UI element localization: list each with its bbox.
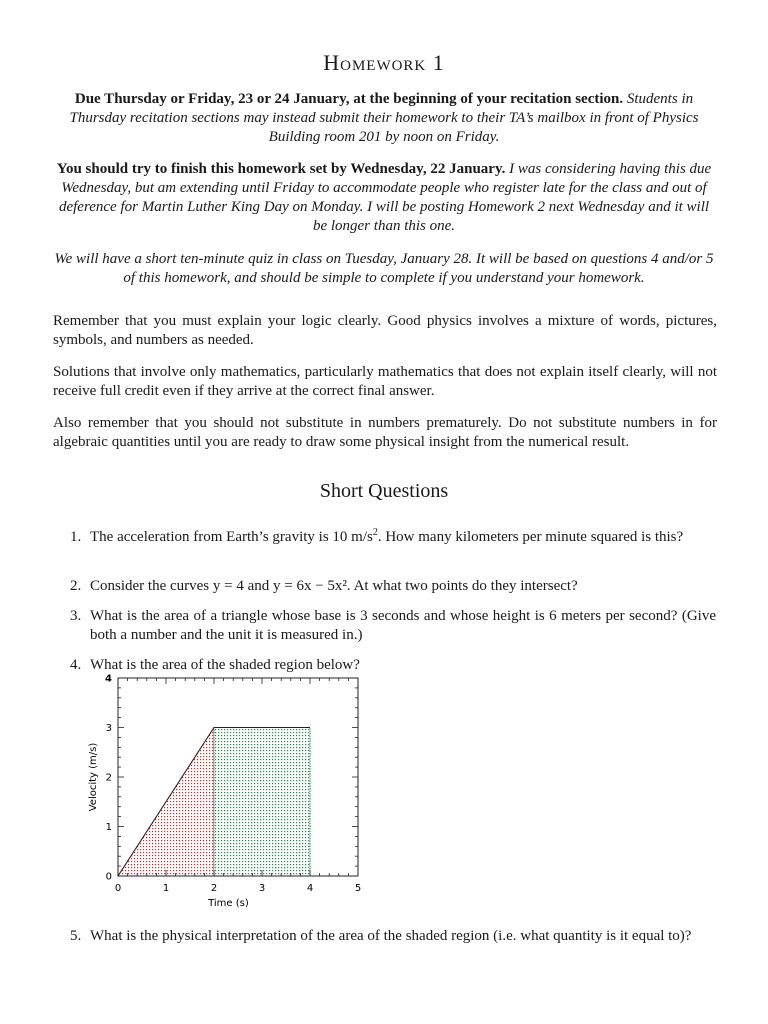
- question-number: 5.: [70, 928, 82, 944]
- quiz-notice: We will have a short ten-minute quiz in class on Tuesday, January 28. It will be based on questions 4 and/or 5 of this homework, and should be simple to complete if you understand your homework.: [54, 251, 714, 286]
- finish-explanation: I was considering having this due Wednesday, but am extending until Friday to accommodate people who register late for the class and out of deference for Martin Luther King Day on Monday. I will be posting Homework 2 next Wednesday and it will be longer than this one.: [58, 161, 712, 234]
- x-tick-label: 5: [354, 883, 362, 894]
- question-number: 1.: [70, 529, 82, 545]
- section-heading: Short Questions: [319, 480, 449, 502]
- shaded-region-rectangle: [214, 728, 310, 877]
- y-tick-label: 4: [105, 673, 112, 685]
- question-text: What is the area of a triangle whose base is 3 seconds and whose height is 6 meters per second? (Give both a number and the unit it is measured in.): [90, 608, 716, 643]
- page-title: Homework 1: [323, 50, 445, 75]
- y-tick-label: 1: [105, 822, 112, 833]
- x-tick-label: 4: [306, 883, 314, 894]
- instruction-paragraph-2: Solutions that involve only mathematics, particularly mathematics that does not explain itself clearly, will not receive full credit even if they arrive at the correct final answer.: [53, 364, 717, 399]
- x-axis-label: Time (s): [208, 898, 249, 909]
- instruction-paragraph-1: Remember that you must explain your logic clearly. Good physics involves a mixture of words, pictures, symbols, and numbers as needed.: [53, 313, 717, 348]
- finish-notice: [52, 160, 716, 236]
- question-text: What is the physical interpretation of the area of the shaded region (i.e. what quantity is it equal to)?: [90, 928, 692, 944]
- y-tick-label: 0: [105, 871, 112, 883]
- x-tick-label: 1: [162, 883, 170, 894]
- x-tick-label: 3: [258, 883, 266, 894]
- y-axis-label: Velocity (m/s): [88, 742, 99, 812]
- velocity-time-chart: [80, 672, 380, 917]
- x-tick-label: 2: [210, 883, 218, 894]
- instruction-paragraph-3: Also remember that you should not substitute in numbers prematurely. Do not substitute numbers in for algebraic quantities until you are ready to draw some physical insight from the numerical result.: [53, 415, 717, 450]
- question-number: 4.: [70, 657, 82, 673]
- question-number: 3.: [70, 608, 82, 624]
- due-submission-note: Students in Thursday recitation sections may instead submit their homework to their TA’s mailbox in front of Physics Building room 201 by noon on Friday.: [69, 91, 699, 145]
- finish-date: You should try to finish this homework set by Wednesday, 22 January.: [56, 161, 506, 177]
- due-notice: [52, 90, 716, 147]
- question-text: Consider the curves y = 4 and y = 6x − 5x². At what two points do they intersect?: [90, 578, 578, 594]
- y-tick-label: 2: [105, 772, 112, 784]
- x-tick-label: 0: [114, 883, 122, 894]
- y-tick-label: 3: [105, 723, 112, 734]
- question-text: What is the area of the shaded region below?: [90, 657, 360, 673]
- due-date: Due Thursday or Friday, 23 or 24 January, at the beginning of your recitation section.: [74, 91, 624, 107]
- question-number: 2.: [70, 578, 82, 594]
- question-text: The acceleration from Earth’s gravity is 10 $m/s^2$. How many kilometers per minute squared is this?: [90, 527, 684, 545]
